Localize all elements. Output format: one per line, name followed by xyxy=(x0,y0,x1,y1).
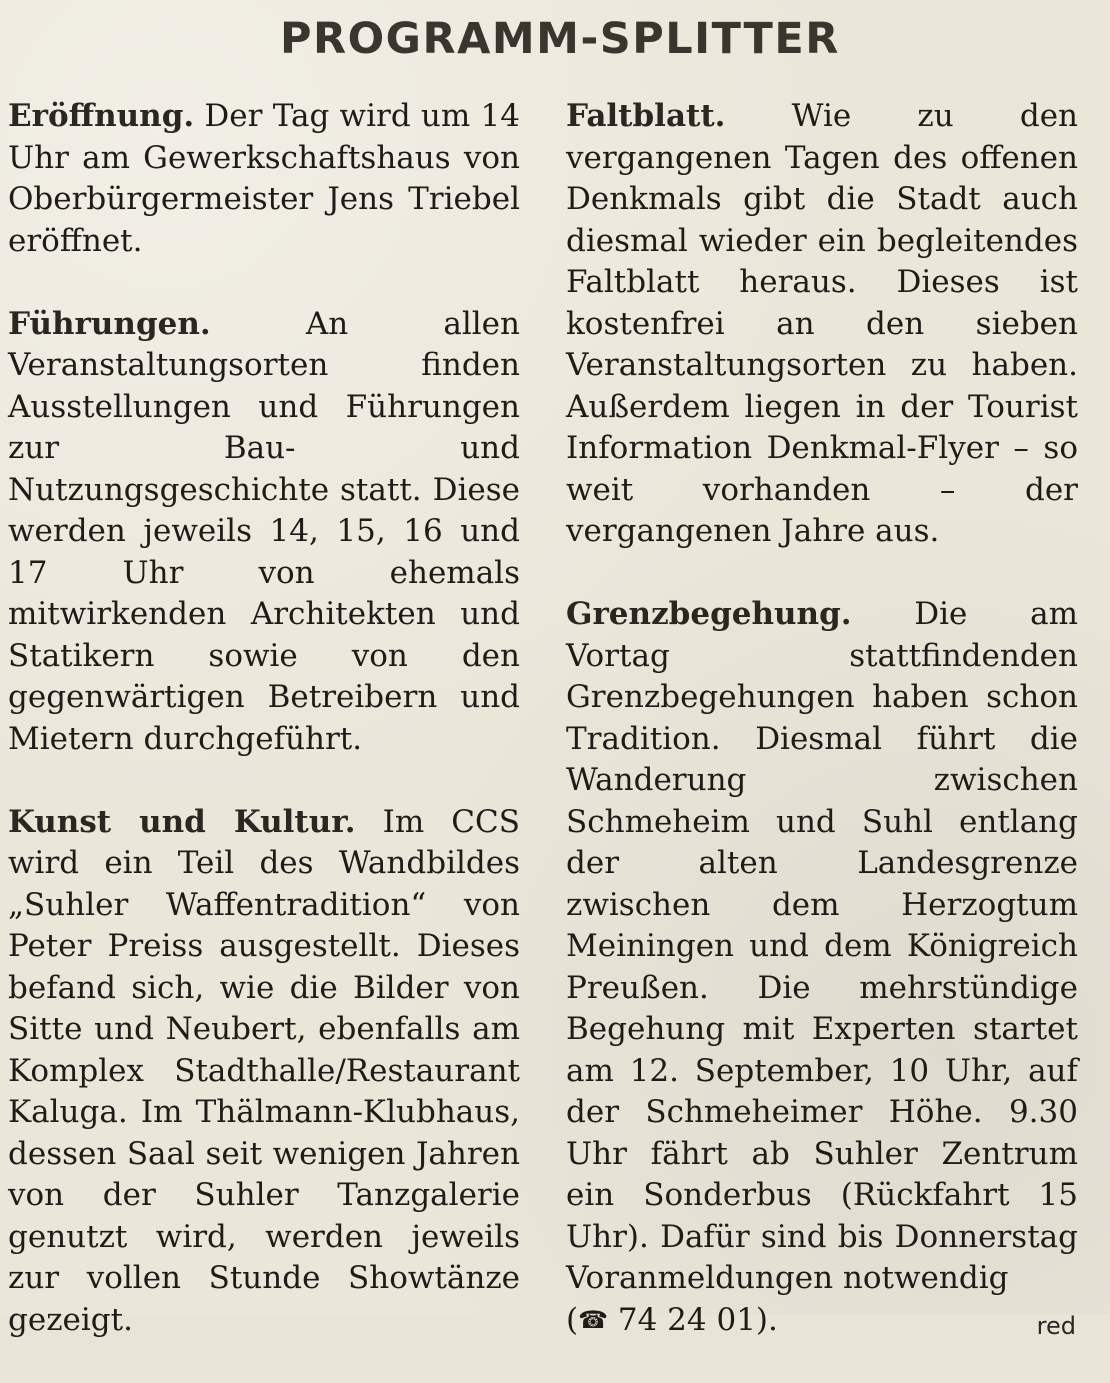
telephone-icon: ☎ xyxy=(578,1305,609,1334)
phone-number: 74 24 01). xyxy=(608,1301,778,1338)
paragraph-eroeffnung xyxy=(8,96,520,262)
paragraph-faltblatt xyxy=(566,96,1078,553)
paragraph-text: An allen Veranstaltungsorten finden Ausstellungen und Führungen zur Bau- und Nutzungsgeschichte statt. Diese werden jeweils 14, 15, 16 und 17 Uhr von ehemals mitwirkenden Architekten und Statikern sowie von den gegenwärtigen Betreibern und Mietern durchgeführt. xyxy=(8,305,520,757)
paragraph-kunst-und-kultur xyxy=(8,802,520,1342)
paragraph-title: Faltblatt. xyxy=(566,98,726,134)
paragraph-fuehrungen xyxy=(8,304,520,761)
paragraph-grenzbegehung xyxy=(566,594,1078,1300)
phone-open-paren: ( xyxy=(566,1301,579,1338)
paragraph-title: Kunst und Kultur. xyxy=(8,803,356,840)
paragraph-title: Grenzbegehung. xyxy=(566,596,852,632)
left-column xyxy=(8,96,520,1383)
paragraph-text: Die am Vortag stattfindenden Grenzbegehungen haben schon Tradition. Diesmal führt die Wanderung zwischen Schmeheim und Suhl entlang der alten Landesgrenze zwischen dem Herzogtum Meiningen und dem Königreich Preußen. Die mehrstündige Begehung mit Experten startet am 12. September, 10 Uhr, auf der Schmeheimer Höhe. 9.30 Uhr fährt ab Suhler Zentrum ein Sonderbus (Rückfahrt 15 Uhr). Dafür sind bis Donnerstag Voranmeldungen notwendig xyxy=(566,596,1078,1296)
paragraph-text: Der Tag wird um 14 Uhr am Gewerkschaftshaus von Oberbürgermeister Jens Triebel eröffnet. xyxy=(8,98,520,259)
paragraph-title: Führungen. xyxy=(8,305,211,342)
right-column xyxy=(566,96,1078,1341)
phone-line xyxy=(566,1300,1078,1342)
headline: PROGRAMM-SPLITTER xyxy=(280,14,840,64)
paragraph-text: Im CCS wird ein Teil des Wandbildes „Suhler Waffentradition“ von Peter Preiss ausgestellt. Dieses befand sich, wie die Bilder von Sitte und Neubert, ebenfalls am Komplex Stadthalle/Restaurant Kaluga. Im Thälmann-Klubhaus, dessen Saal seit wenigen Jahren von der Suhler Tanzgalerie genutzt wird, werden jeweils zur vollen Stunde Showtänze gezeigt. xyxy=(8,803,520,1338)
paragraph-title: Eröffnung. xyxy=(8,98,195,134)
author-signature: red xyxy=(1036,1311,1076,1340)
paragraph-text: Wie zu den vergangenen Tagen des offenen Denkmals gibt die Stadt auch diesmal wieder ein begleitendes Faltblatt heraus. Dieses ist kostenfrei an den sieben Veranstaltungsorten zu haben. Außerdem liegen in der Tourist Information Denkmal-Flyer – so weit vorhanden – der vergangenen Jahre aus. xyxy=(566,98,1078,549)
